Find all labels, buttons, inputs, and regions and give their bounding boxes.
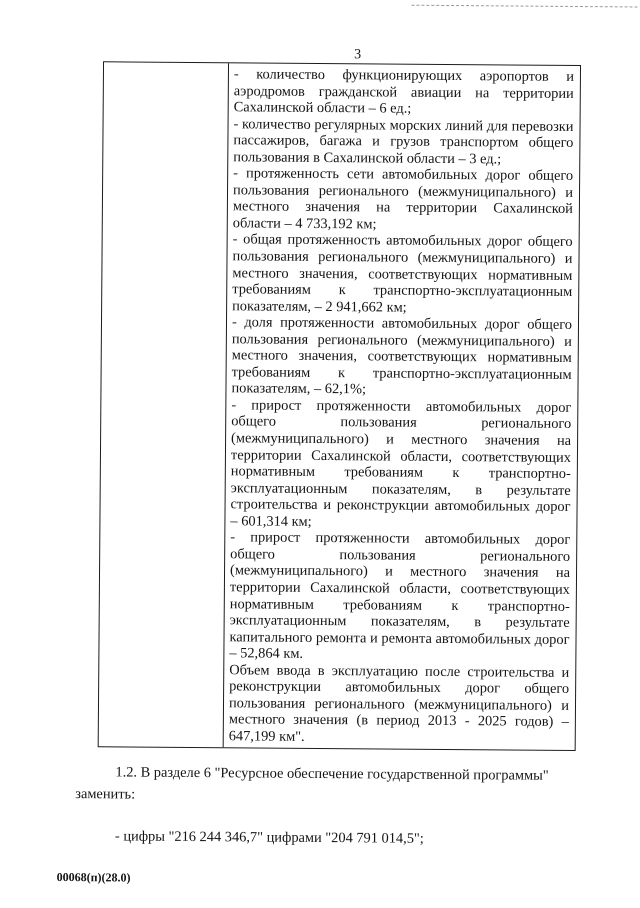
indicator-item: - протяженность сети автомобильных дорог общего пользования регионального (межмуниципального) и местного значения на территории Сахалинской области – 4 733,192 км; xyxy=(232,165,574,233)
indicator-item: - общая протяженность автомобильных дорог общего пользования регионального (межмуниципального) и местного значения, соответствующих нормативным требованиям к транспортно-эксплуатационным показателям, – 2 941,662 км; xyxy=(232,231,573,316)
table-column-divider xyxy=(223,63,229,747)
indicator-item: - прирост протяженности автомобильных дорог общего пользования регионального (межмуниципального) и местного значения на территории Сахалинской области, соответствующих нормативным требованиям к транспортно-эксплуатационным показателям, в результате строительства и реконструкции автомобильных дорог – 601,314 км; xyxy=(230,397,572,530)
indicator-item: - количество функционирующих аэропортов и аэродромов гражданской авиации на территории Сахалинской области – 6 ед.; xyxy=(233,66,575,117)
replacement-item: - цифры "216 244 346,7" цифрами "204 791 014,5"; xyxy=(114,828,424,847)
page-number: 3 xyxy=(354,47,362,63)
section-paragraph-continuation: заменить: xyxy=(75,786,136,803)
section-text xyxy=(75,761,576,851)
section-paragraph: 1.2. В разделе 6 "Ресурсное обеспечение государственной программы" xyxy=(115,764,549,784)
indicator-item: - количество регулярных морских линий для перевозки пассажиров, багажа и грузов транспортом общего пользования в Сахалинской области – 3 ед.; xyxy=(233,115,574,168)
program-table xyxy=(98,61,581,751)
document-code: 00068(п)(28.0) xyxy=(56,869,131,885)
scan-edge-line xyxy=(411,5,637,8)
indicator-item: Объем ввода в эксплуатацию после строительства и реконструкции автомобильных дорог общего пользования регионального (межмуниципального) и местного значения (в период 2013 - 2025 годов) – 647,199 км". xyxy=(228,661,570,745)
indicator-item: - прирост протяженности автомобильных дорог общего пользования регионального (межмуниципального) и местного значения на территории Сахалинской области, соответствующих нормативным требованиям к транспортно-эксплуатационным показателям, в результате капитального ремонта и ремонта автомобильных дорог – 52,864 км. xyxy=(229,529,571,663)
table-cell-indicators xyxy=(229,66,574,747)
indicator-item: - доля протяженности автомобильных дорог общего пользования регионального (межмуниципального) и местного значения, соответствующих нормативным требованиям к транспортно-эксплуатационным показателям, – 62,1%; xyxy=(231,314,573,398)
